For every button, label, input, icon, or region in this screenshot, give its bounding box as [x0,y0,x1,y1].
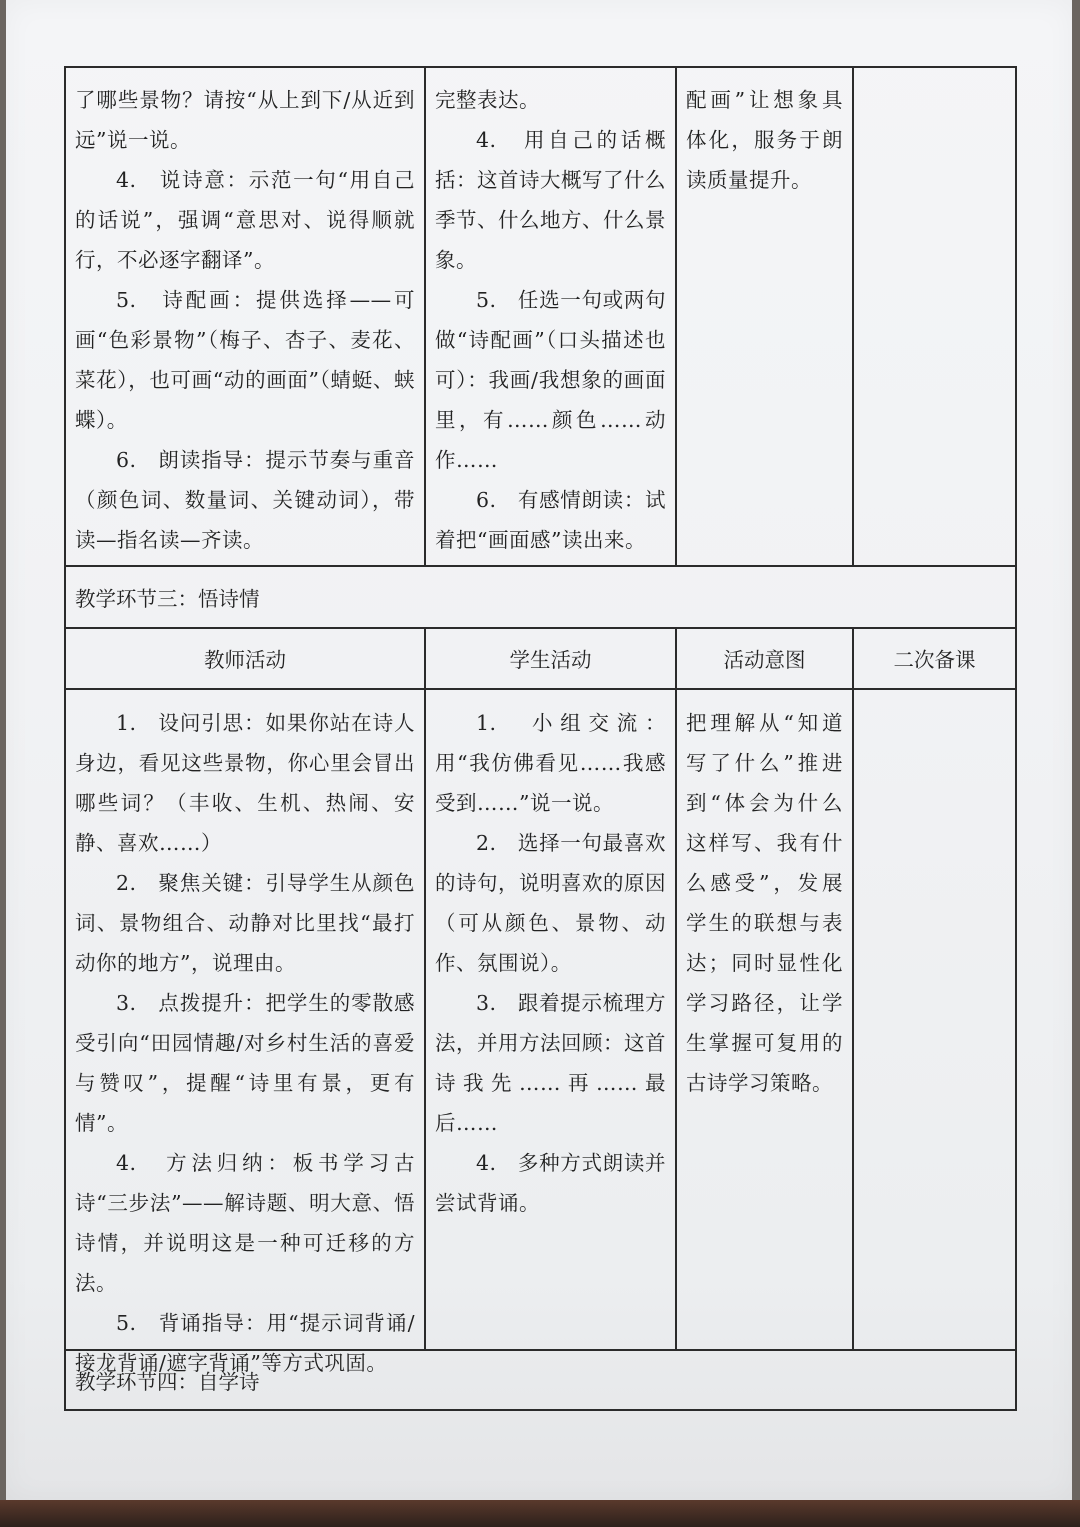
header-second-prep-label: 二次备课 [893,648,976,672]
section-three-text: 教学环节三：悟诗情 [75,586,260,611]
background-surface [0,1500,1080,1527]
row-divider [64,688,1017,690]
row-divider [64,1349,1017,1351]
column-divider [852,627,854,1350]
header-student-activity [425,628,676,688]
table1-student-p3: 5. 任选一句或两句做“诗配画”（口头描述也可）：我画/我想象的画面里，有……颜色……动作…… [435,288,666,472]
table1-student-p1: 完整表达。 [435,88,540,112]
table2-teacher-cell [65,703,425,1383]
column-divider [675,66,677,566]
table2-teacher-p2: 2. 聚焦关键：引导学生从颜色词、景物组合、动静对比里找“最打动你的地方”，说理由。 [75,871,415,975]
column-divider [424,66,426,566]
column-divider [675,627,677,1350]
table2-teacher-p4: 4. 方法归纳：板书学习古诗“三步法”——解诗题、明大意、悟诗情，并说明这是一种可迁移的方法。 [75,1151,415,1295]
table1-student-cell [425,80,676,560]
header-intent-label: 活动意图 [723,648,806,672]
section-three-label [65,566,1016,627]
table2-intent-p1: 把理解从“知道写了什么”推进到“体会为什么这样写、我有什么感受”，发展学生的联想与表达；同时显性化学习路径，让学生掌握可复用的古诗学习策略。 [686,711,843,1095]
header-teacher-activity [65,628,425,688]
column-divider [852,66,854,566]
row-divider [64,565,1017,567]
table2-teacher-p5: 5. 背诵指导：用“提示词背诵/接龙背诵/遮字背诵”等方式巩固。 [75,1311,415,1375]
table1-teacher-cell [65,80,425,560]
header-student-label: 学生活动 [509,648,592,672]
table-border-left [64,66,66,1411]
table-border-top [64,66,1017,68]
header-second-prep [853,628,1016,688]
table1-student-p4: 6. 有感情朗读：试着把“画面感”读出来。 [435,488,666,552]
table2-teacher-p1: 1. 设问引思：如果你站在诗人身边，看见这些景物，你心里会冒出哪些词？（丰收、生机、热闹、安静、喜欢……） [75,711,415,855]
table-border-right [1015,66,1017,1411]
row-divider [64,627,1017,629]
table-border-bottom [64,1409,1017,1411]
section-four-label [65,1350,1016,1410]
table2-student-cell [425,703,676,1223]
section-four-text: 教学环节四：自学诗 [75,1370,260,1394]
table2-intent-cell [676,703,853,1103]
table2-teacher-p3: 3. 点拨提升：把学生的零散感受引向“田园情趣/对乡村生活的喜爱与赞叹”，提醒“诗里有景，更有情”。 [75,991,415,1135]
table1-teacher-p4: 6. 朗读指导：提示节奏与重音（颜色词、数量词、关键动词），带读—指名读—齐读。 [75,448,415,552]
table1-teacher-p1: 了哪些景物？请按“从上到下/从近到远”说一说。 [75,88,415,152]
table2-student-p4: 4. 多种方式朗读并尝试背诵。 [435,1151,666,1215]
table1-intent-cell [676,80,853,200]
table1-intent-p1: 配画”让想象具体化，服务于朗读质量提升。 [686,88,843,192]
table2-student-p1: 1. 小组交流：用“我仿佛看见……我感受到……”说一说。 [435,711,666,815]
table1-teacher-p2: 4. 说诗意：示范一句“用自己的话说”，强调“意思对、说得顺就行，不必逐字翻译”。 [75,168,415,272]
column-divider [424,627,426,1350]
table2-student-p3: 3. 跟着提示梳理方法，并用方法回顾：这首诗我先……再……最后…… [435,991,666,1135]
table2-student-p2: 2. 选择一句最喜欢的诗句，说明喜欢的原因（可从颜色、景物、动作、氛围说）。 [435,831,666,975]
header-teacher-label: 教师活动 [204,648,286,672]
table1-teacher-p3: 5. 诗配画：提供选择——可画“色彩景物”（梅子、杏子、麦花、菜花），也可画“动的画面”（蜻蜓、蛱蝶）。 [75,288,415,432]
header-activity-intent [676,628,853,688]
table1-student-p2: 4. 用自己的话概括：这首诗大概写了什么季节、什么地方、什么景象。 [435,128,666,272]
